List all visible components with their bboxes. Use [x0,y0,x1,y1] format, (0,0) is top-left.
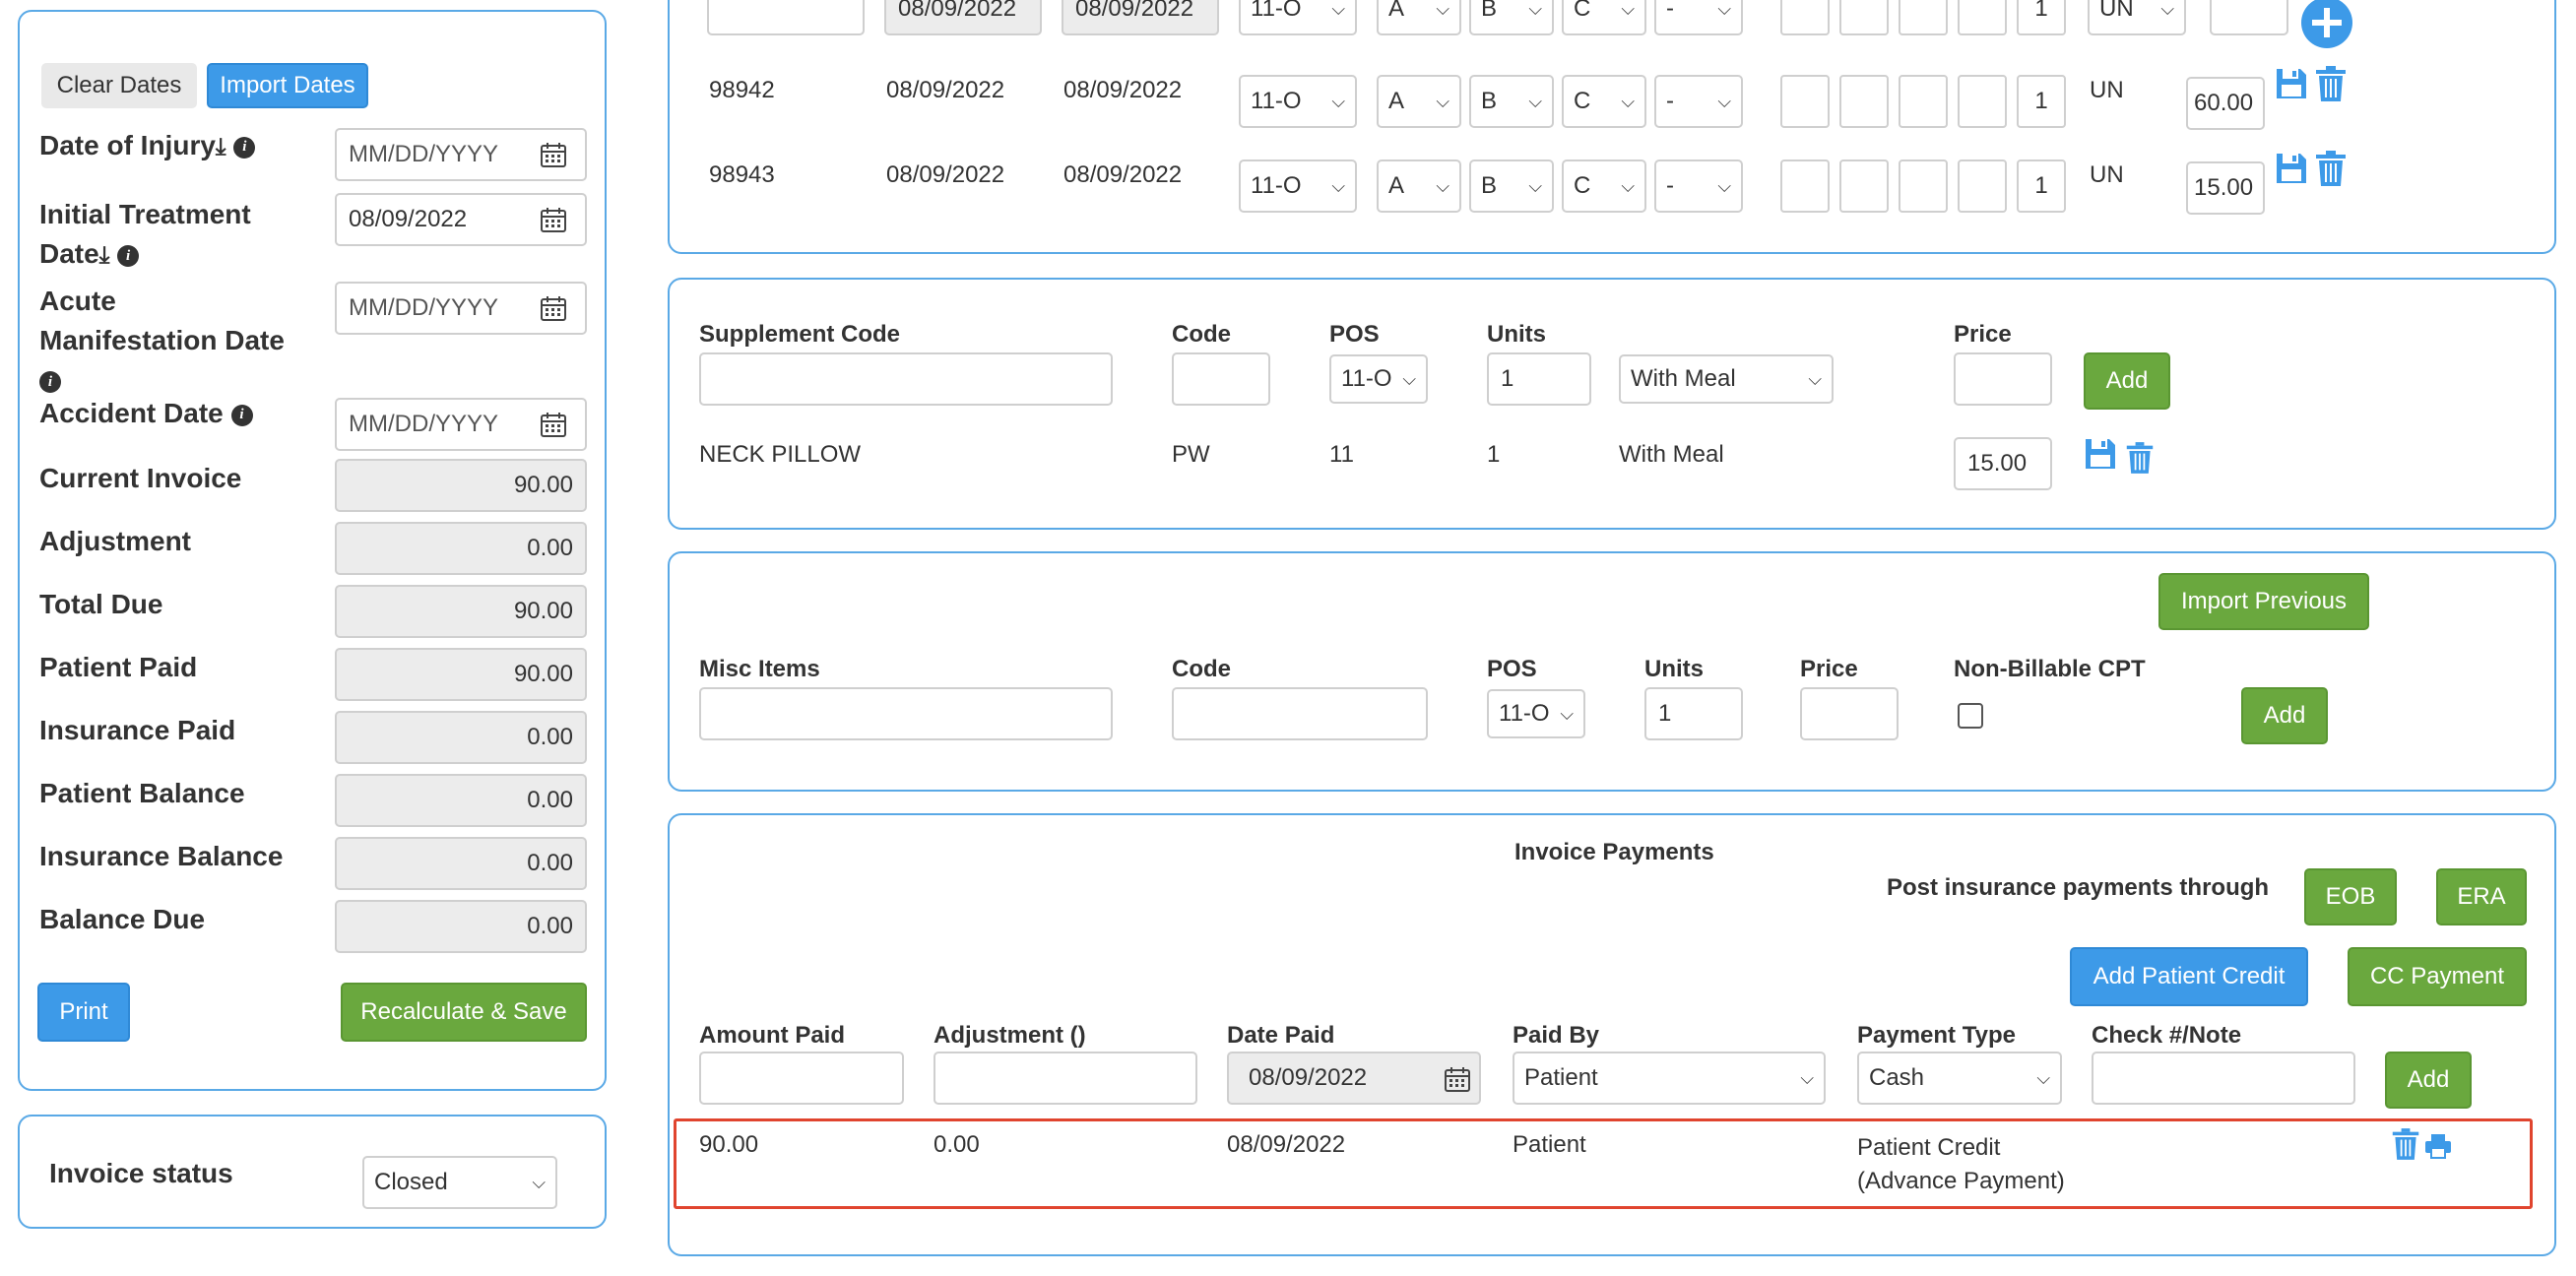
unit-type-value: UN [2099,0,2134,22]
chevron-down-icon: ⌵ [1436,0,1449,19]
acute-text-2: Manifestation Date [39,325,285,355]
payment-amount: 90.00 [699,1131,759,1158]
chevron-down-icon: ⌵ [1331,175,1345,196]
procedure-code: 98942 [709,77,775,103]
from-date-input[interactable]: 08/09/2022 [884,0,1042,35]
payment-paid-by: Patient [1513,1131,1586,1158]
dx1-value: A [1388,172,1405,199]
code-header: Code [1172,656,1231,682]
invoice-payments-panel [668,813,2556,1256]
check-note-input[interactable] [2092,1052,2355,1105]
total-due-value: 90.00 [335,585,587,638]
chevron-down-icon: ⌵ [1621,0,1635,19]
dx2-value: B [1481,172,1498,199]
dx3-value: C [1574,88,1591,114]
chevron-down-icon: ⌵ [1436,91,1449,111]
dx4-value: - [1666,0,1674,22]
unit-type: UN [2090,77,2124,103]
non-billable-header: Non-Billable CPT [1954,656,2146,682]
dx4-select[interactable] [1654,160,1743,213]
procedure-code-input[interactable] [707,0,865,35]
modifier-4-input[interactable] [1958,160,2007,213]
trash-icon[interactable] [2314,65,2348,102]
import-previous-button[interactable]: Import Previous [2158,573,2369,630]
current-invoice-value: 90.00 [335,459,587,512]
units-input[interactable]: 1 [2017,0,2066,35]
code-header: Code [1172,321,1231,348]
initial-treatment-date-label [39,195,251,276]
patient-balance-label: Patient Balance [39,778,245,808]
procedure-code: 98943 [709,161,775,188]
insurance-balance-value: 0.00 [335,837,587,890]
chevron-down-icon: ⌵ [532,1172,546,1192]
date-of-injury-text: Date of Injury [39,130,216,160]
save-icon[interactable] [2084,437,2117,471]
balance-due-label: Balance Due [39,904,206,934]
modifier-4-input[interactable] [1958,0,2007,35]
acute-manifestation-date-label [39,282,285,400]
chevron-down-icon: ⌵ [1560,703,1574,724]
to-date-input[interactable]: 08/09/2022 [1062,0,1219,35]
dx4-select[interactable] [1654,0,1743,35]
units-input[interactable]: 1 [1487,352,1591,406]
chevron-down-icon: ⌵ [1331,91,1345,111]
trash-icon[interactable] [2314,150,2348,187]
amount-paid-input[interactable] [699,1052,904,1105]
from-date: 08/09/2022 [886,77,1005,103]
add-supplement-button[interactable]: Add [2084,352,2170,410]
supplements-panel [668,278,2556,530]
post-insurance-label: Post insurance payments through [1887,874,2270,901]
units-header: Units [1487,321,1546,348]
patient-paid-value: 90.00 [335,648,587,701]
supplement-units: 1 [1487,441,1501,468]
chevron-down-icon: ⌵ [1528,91,1542,111]
invoice-status-select[interactable] [362,1156,557,1209]
paid-by-value: Patient [1524,1064,1598,1091]
dx1-value: A [1388,0,1405,22]
chevron-down-icon: ⌵ [1528,175,1542,196]
paid-by-header: Paid By [1513,1022,1600,1049]
chevron-down-icon: ⌵ [1331,0,1345,19]
code-input[interactable] [1172,352,1270,406]
misc-items-header: Misc Items [699,656,820,682]
initial-treatment-text-2: Date [39,238,99,269]
insurance-paid-value: 0.00 [335,711,587,764]
pos-header: POS [1487,656,1537,682]
price-header: Price [1800,656,1858,682]
accident-date-label [39,398,253,429]
invoice-status-value: Closed [374,1169,448,1195]
to-date: 08/09/2022 [1063,77,1183,103]
payment-adjustment: 0.00 [934,1131,980,1158]
adjustment-input[interactable] [934,1052,1197,1105]
invoice-payments-title: Invoice Payments [1514,839,1714,865]
pos-select[interactable] [1239,75,1357,128]
add-patient-credit-button[interactable]: Add Patient Credit [2070,947,2308,1006]
initial-treatment-text: Initial Treatment [39,199,251,229]
chevron-down-icon: ⌵ [1528,0,1542,19]
to-date: 08/09/2022 [1063,161,1183,188]
calendar-icon[interactable] [540,206,567,233]
accident-date-text: Accident Date [39,398,224,428]
insurance-balance-label: Insurance Balance [39,841,284,871]
supplement-code: PW [1172,441,1210,468]
chevron-down-icon: ⌵ [2036,1067,2050,1088]
print-button[interactable]: Print [37,983,130,1042]
price-input[interactable] [2210,0,2288,35]
recalculate-save-button[interactable]: Recalculate & Save [341,983,587,1042]
pos-value: 11-O [1341,365,1392,392]
import-date-icon[interactable]: ⤓ [98,242,110,269]
chevron-down-icon: ⌵ [1436,175,1449,196]
import-date-icon[interactable]: ⤓ [215,134,226,160]
misc-items-panel [668,551,2556,792]
dx3-select[interactable] [1562,160,1646,213]
insurance-paid-label: Insurance Paid [39,715,236,745]
payment-type [1857,1131,2065,1198]
clear-dates-button[interactable]: Clear Dates [41,63,197,108]
adjustment-value: 0.00 [335,522,587,575]
units-input[interactable]: 1 [2017,160,2066,213]
dx2-select[interactable] [1469,75,1554,128]
chevron-down-icon: ⌵ [1402,368,1416,389]
price-input[interactable]: 60.00 [2186,77,2265,130]
pos-value: 11-O [1251,88,1302,114]
info-icon[interactable]: i [39,371,61,393]
dx4-value: - [1666,88,1674,114]
adjustment-label: Adjustment [39,526,191,556]
pos-value: 11-O [1251,172,1302,199]
chevron-down-icon: ⌵ [1717,175,1731,196]
modifier-2-input[interactable] [1839,0,1889,35]
date-of-injury-label [39,130,255,161]
price-input[interactable] [1800,687,1899,740]
payment-type-header: Payment Type [1857,1022,2016,1049]
calendar-icon[interactable] [540,411,567,438]
save-icon[interactable] [2275,67,2308,100]
payment-type-line-1: Patient Credit [1857,1134,2001,1161]
invoice-status-label: Invoice status [49,1158,233,1188]
eob-button[interactable]: EOB [2304,868,2397,925]
pos-select[interactable] [1239,0,1357,35]
chevron-down-icon: ⌵ [1717,0,1731,19]
trash-icon[interactable] [2391,1127,2420,1161]
procedures-panel [668,0,2556,254]
paid-by-select[interactable] [1513,1052,1826,1105]
unit-type: UN [2090,161,2124,188]
add-circle-icon[interactable] [2300,0,2353,49]
calendar-icon[interactable] [1444,1065,1471,1093]
pos-header: POS [1329,321,1380,348]
modifier-2-input[interactable] [1839,160,1889,213]
save-icon[interactable] [2275,152,2308,185]
adjustment-header: Adjustment () [934,1022,1086,1049]
pos-select[interactable] [1239,160,1357,213]
dx3-value: C [1574,0,1591,22]
check-note-header: Check #/Note [2092,1022,2242,1049]
supplement-pos: 11 [1329,441,1354,468]
dx2-value: B [1481,88,1498,114]
acute-manifestation-placeholder: MM/DD/YYYY [349,294,499,321]
modifier-3-input[interactable] [1899,0,1948,35]
dx4-select[interactable] [1654,75,1743,128]
price-input[interactable] [1954,352,2052,406]
patient-paid-label: Patient Paid [39,652,198,682]
payment-type-select[interactable] [1857,1052,2062,1105]
info-icon[interactable]: i [231,405,253,426]
pos-select[interactable] [1329,354,1428,404]
modifier-3-input[interactable] [1899,75,1948,128]
dx1-select[interactable] [1377,0,1461,35]
dx2-select[interactable] [1469,0,1554,35]
add-payment-button[interactable]: Add [2385,1052,2472,1109]
dx3-select[interactable] [1562,75,1646,128]
dx3-select[interactable] [1562,0,1646,35]
dx4-value: - [1666,172,1674,199]
invoice-summary-panel [18,10,607,1091]
dx1-value: A [1388,88,1405,114]
patient-balance-value: 0.00 [335,774,587,827]
dx2-value: B [1481,0,1498,22]
pos-value: 11-O [1499,700,1550,727]
trash-icon[interactable] [2125,441,2155,475]
meal-value: With Meal [1631,365,1736,392]
acute-text-1: Acute [39,286,116,316]
chevron-down-icon: ⌵ [1717,91,1731,111]
balance-due-value: 0.00 [335,900,587,953]
supplement-code-input[interactable] [699,352,1113,406]
total-due-label: Total Due [39,589,163,619]
accident-date-placeholder: MM/DD/YYYY [349,411,499,437]
non-billable-checkbox[interactable] [1958,703,1983,729]
chevron-down-icon: ⌵ [1621,91,1635,111]
payment-type-line-2: (Advance Payment) [1857,1168,2065,1194]
modifier-1-input[interactable] [1780,160,1830,213]
print-icon[interactable] [2424,1133,2452,1159]
units-input[interactable]: 1 [1644,687,1743,740]
price-input[interactable]: 15.00 [2186,161,2265,215]
import-dates-button[interactable]: Import Dates [207,63,368,108]
modifier-2-input[interactable] [1839,75,1889,128]
modifier-1-input[interactable] [1780,75,1830,128]
dx2-select[interactable] [1469,160,1554,213]
invoice-status-panel [18,1115,607,1229]
pos-value: 11-O [1251,0,1302,22]
cc-payment-button[interactable]: CC Payment [2348,947,2527,1006]
supplement-price-input[interactable]: 15.00 [1954,437,2052,490]
meal-select[interactable] [1619,354,1834,404]
calendar-icon[interactable] [540,141,567,168]
amount-paid-header: Amount Paid [699,1022,845,1049]
current-invoice-label: Current Invoice [39,463,242,493]
info-icon[interactable]: i [117,245,139,267]
unit-type-select[interactable] [2088,0,2186,35]
calendar-icon[interactable] [540,294,567,322]
dx1-select[interactable] [1377,160,1461,213]
date-paid-header: Date Paid [1227,1022,1335,1049]
add-misc-button[interactable]: Add [2241,687,2328,744]
chevron-down-icon: ⌵ [2160,0,2174,19]
supplement-meal: With Meal [1619,441,1724,468]
supplement-name: NECK PILLOW [699,441,862,468]
chevron-down-icon: ⌵ [1800,1067,1814,1088]
modifier-1-input[interactable] [1780,0,1830,35]
date-paid-input[interactable]: 08/09/2022 [1227,1052,1481,1105]
info-icon[interactable]: i [233,137,255,159]
code-input[interactable] [1172,687,1428,740]
pos-select[interactable] [1487,689,1585,738]
dx3-value: C [1574,172,1591,199]
chevron-down-icon: ⌵ [1621,175,1635,196]
modifier-3-input[interactable] [1899,160,1948,213]
initial-treatment-date-value: 08/09/2022 [349,206,468,232]
payment-row [674,1118,2533,1209]
supplement-code-header: Supplement Code [699,321,901,348]
from-date: 08/09/2022 [886,161,1005,188]
modifier-4-input[interactable] [1958,75,2007,128]
payment-date: 08/09/2022 [1227,1131,1346,1158]
price-header: Price [1954,321,2012,348]
units-input[interactable]: 1 [2017,75,2066,128]
units-header: Units [1644,656,1704,682]
era-button[interactable]: ERA [2436,868,2527,925]
chevron-down-icon: ⌵ [1808,368,1822,389]
dx1-select[interactable] [1377,75,1461,128]
misc-item-input[interactable] [699,687,1113,740]
payment-type-value: Cash [1869,1064,1925,1091]
date-of-injury-placeholder: MM/DD/YYYY [349,141,499,167]
